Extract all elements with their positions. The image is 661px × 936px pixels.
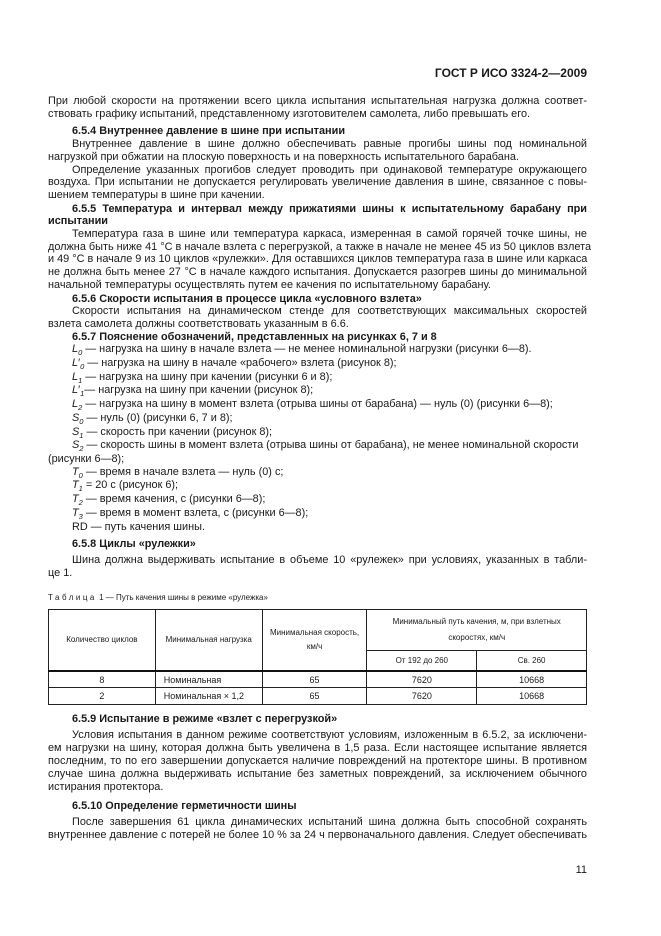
definition-item: $L_2$ — нагрузка на шину в момент взлета (отрыва шины от барабана) — нуль (0) (рисунки 6—8); — [72, 398, 553, 413]
definition-item: $S_0$ — нуль (0) (рисунки 6, 7 и 8); — [72, 411, 233, 426]
section-heading-6-5-10: 6.5.10 Определение герметичности шины — [72, 800, 297, 813]
section-heading-6-5-4: 6.5.4 Внутреннее давление в шине при испытании — [72, 125, 346, 138]
paragraph-line: начальной температуры осуществлять путем ее качения по испытательному барабану. — [48, 278, 491, 291]
column-header: Количество циклов — [49, 610, 156, 671]
paragraph-line: Определение указанных прогибов следует проводить при одинаковой температуре окружающего — [72, 163, 587, 176]
column-header: Минимальный путь качения, м, при взлетных скоростях, км/ч — [367, 610, 587, 651]
definition-item: $T_0$ — время в начале взлета — нуль (0) с; — [72, 465, 284, 480]
paragraph-line: взлета самолета должны соответствовать указанным в 6.6. — [48, 317, 349, 330]
paragraph-line: последним, то по его завершении допускается наличие повреждений на протекторе шины. В противном — [48, 755, 587, 768]
symbol: $T_3$ — [72, 506, 83, 521]
definition-item: $L_0$ — нагрузка на шину в начале взлета — не менее номинальной нагрузки (рисунки 6—8). — [72, 343, 532, 358]
symbol: $T_2$ — [72, 493, 83, 508]
definition-item-cont: (рисунки 6—8); — [48, 452, 125, 465]
definition-item: $T_2$ — время качения, с (рисунки 6—8); — [72, 493, 266, 508]
paragraph-line: истирания протектора. — [48, 781, 164, 794]
paragraph-line: не должна быть менее 27 °C в начале каждого испытания. Допускается разогрев шины до минимальной — [48, 266, 587, 279]
section-heading-6-5-5: 6.5.5 Температура и интервал между прижатиями шины к испытательному барабану при — [72, 202, 587, 215]
column-subheader: От 192 до 260 — [367, 651, 477, 671]
section-heading-6-5-8: 6.5.8 Циклы «рулежки» — [72, 538, 196, 551]
definition-item: $L'_0$ — нагрузка на шину в начале «рабочего» взлета (рисунок 8); — [72, 357, 397, 372]
definition-item: $S_1$ — скорость при качении (рисунок 8); — [72, 425, 273, 440]
paragraph-line: шением температуры в шине при качении. — [48, 188, 265, 201]
document-body — [48, 95, 592, 842]
paragraph-line: ствовать графику испытаний, представленному изготовителем самолета, либо превышать его. — [48, 107, 531, 120]
symbol: $L'_1$ — [72, 384, 85, 399]
section-block-d — [48, 713, 587, 842]
paragraph-line: це 1. — [48, 566, 73, 579]
paragraph-line: случае шина должна выдерживать испытание без заметных повреждений, за исключением обычного — [48, 768, 587, 781]
paragraph-line: нагрузкой при обжатии на плоскую поверхность и на поверхность испытательного барабана. — [48, 150, 519, 163]
symbol: $T_0$ — [72, 465, 83, 480]
paragraph-line: Температура газа в шине или температура каркаса, измеренная в самой горячей точке шины, не — [72, 228, 587, 241]
paragraph-line: внутреннее давление с потерей не более 10 % за 24 ч первоначального давления. Следует обеспечивать — [48, 829, 587, 842]
document-header: ГОСТ Р ИСО 3324-2—2009 — [434, 66, 587, 80]
paragraph-line: Шина должна выдерживать испытание в объеме 10 «рулежек» при условиях, указанных в табли- — [72, 553, 587, 566]
section-heading-6-5-9: 6.5.9 Испытание в режиме «взлет с перегрузкой» — [72, 713, 338, 726]
symbol: $S_1$ — [72, 425, 84, 440]
section-heading-6-5-5-cont: испытании — [48, 215, 108, 228]
definition-item: $L'_1—$ нагрузка на шину при качении (рисунок 8); — [72, 384, 314, 399]
symbol: $L_0$ — [72, 343, 83, 358]
table-row: 2 Номинальная × 1,2 65 7620 10668 — [49, 688, 587, 705]
page-number: 11 — [575, 864, 587, 876]
table-row: 8 Номинальная 65 7620 10668 — [49, 671, 587, 688]
table-caption: Таблица 1 — Путь качения шины в режиме «рулежка» — [48, 593, 268, 603]
column-header: Минимальная нагрузка — [155, 610, 262, 671]
paragraph-line: ем нагрузки на шину, которая должна быть увеличена в 1,5 раза. Если настоящее испытание является — [48, 742, 587, 755]
definition-item: $S_2$ — скорость шины в момент взлета (отрыва шины от барабана), не менее номинальной скорости — [72, 439, 579, 454]
symbol: $S_2$ — [72, 439, 84, 454]
paragraph-line: После завершения 61 цикла динамических испытаний шина должна быть способной сохранять — [72, 816, 587, 829]
paragraph-line: Внутреннее давление в шине должно обеспечивать равные прогибы шины под номинальной — [72, 138, 587, 151]
symbol: $T_1$ — [72, 479, 83, 494]
column-header: Минимальная скорость, км/ч — [262, 610, 367, 671]
symbol: $L_2$ — [72, 398, 83, 413]
paragraph-line: При любой скорости на протяжении всего цикла испытания испытательная нагрузка должна соответ- — [48, 95, 587, 107]
symbol: $S_0$ — [72, 411, 84, 426]
symbol: $L_1$ — [72, 370, 83, 385]
section-heading-6-5-7: 6.5.7 Пояснение обозначений, представленных на рисунках 6, 7 и 8 — [72, 330, 437, 343]
definition-item: $L_1$ — нагрузка на шину при качении (рисунки 6 и 8); — [72, 370, 333, 385]
taxi-cycles-table — [48, 609, 587, 705]
symbol: $L'_0$ — [72, 357, 85, 372]
column-subheader: Св. 260 — [477, 651, 587, 671]
definition-item: $T_1 = 20$ с (рисунок 6); — [72, 479, 179, 494]
paragraph-line: Скорости испытания на динамическом стенде для соответствующих максимальных скоростей — [72, 305, 587, 318]
definition-item-rd: RD — путь качения шины. — [72, 520, 205, 533]
paragraph-line: Условия испытания в данном режиме соответствуют условиям, изложенным в 6.5.2, за исключени- — [72, 729, 587, 742]
paragraph-line: воздуха. При испытании не допускается регулировать увеличение давления в шине, связанное с повы- — [48, 176, 587, 189]
paragraph-line: должна быть ниже 41 °C в начале взлета с перегрузкой, а также в начале не менее 45 из 50 циклов взлета — [48, 240, 592, 253]
definition-item: $T_3$ — время в момент взлета, с (рисунки 6—8); — [72, 506, 309, 521]
paragraph-line: и 49 °C в начале 9 из 10 циклов «рулежки». Для оставшихся циклов температура газа в шине или каркаса — [48, 253, 588, 266]
section-heading-6-5-6: 6.5.6 Скорости испытания в процессе цикла «условного взлета» — [72, 292, 422, 305]
